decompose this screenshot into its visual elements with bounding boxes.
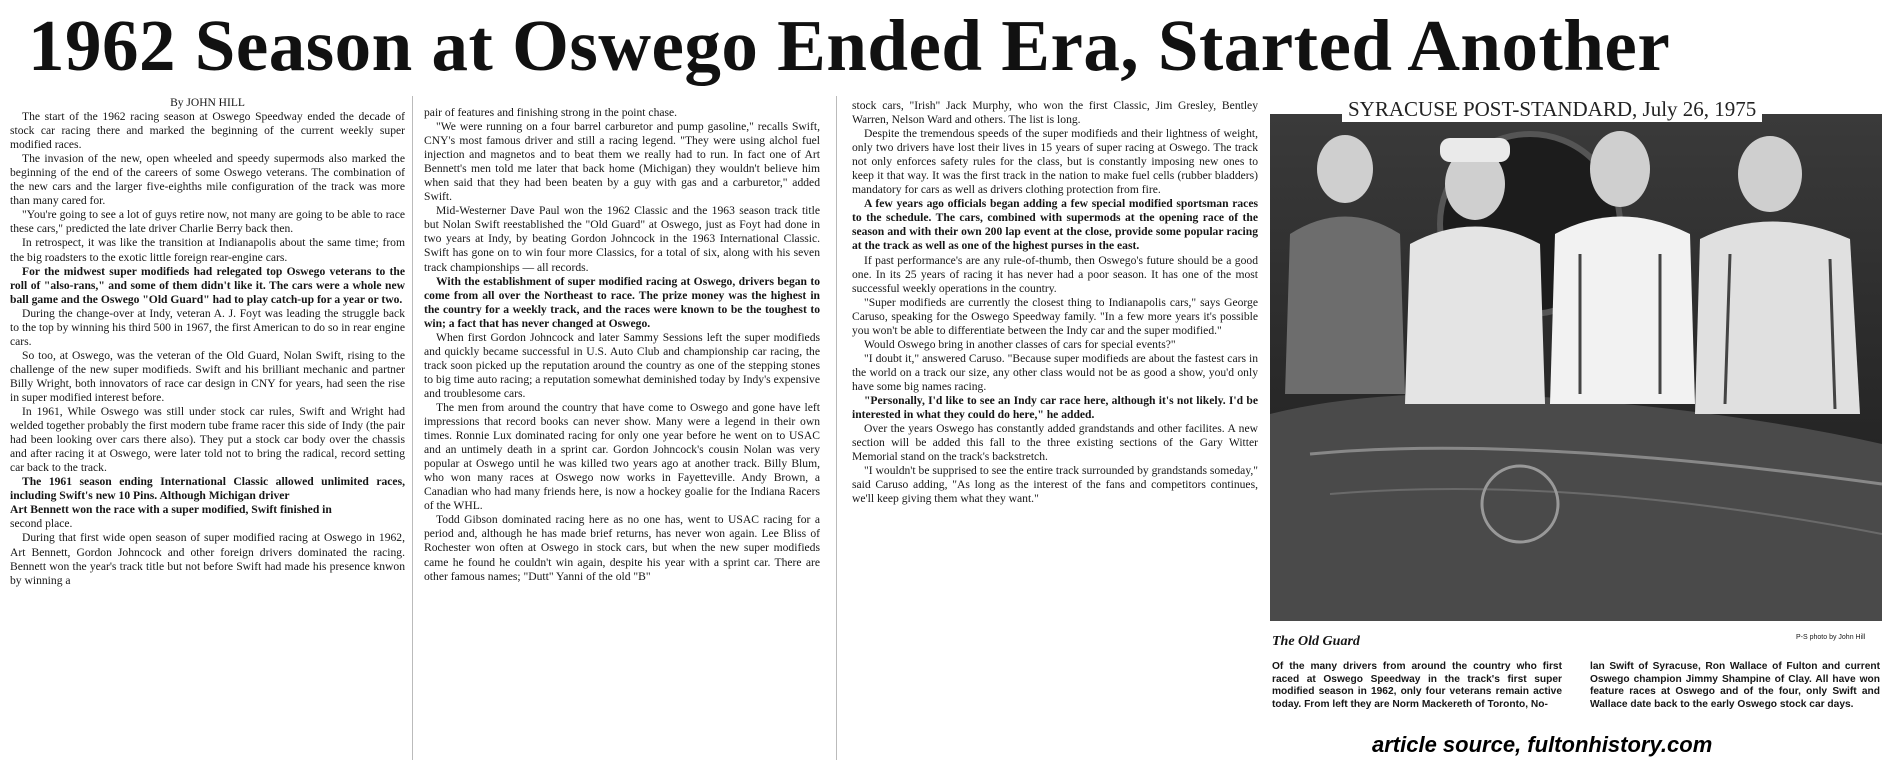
article-paragraph: "We were running on a four barrel carburetor and pump gasoline," recalls Swift, CNY's most famous driver and still a racing legend. "They were using alchol fuel injection and magnetos and to beat them we really had to run. In fact one of Art Bennett's men told me later that back home (Michigan) they wouldn't believe him when said that they had been beaten by a guy with gas and a carburetor," added Swift. — [424, 120, 820, 204]
photo-caption-left: Of the many drivers from around the country who first raced at Oswego Speedway in the track's first super modified season in 1962, only four veterans remain active today. From left they are Norm Mackereth of Toronto, No- — [1272, 661, 1562, 710]
article-paragraph: A few years ago officials began adding a few special modified sportsman races to the schedule. The cars, combined with supermods at the opening race of the season and with their own 200 lap event at the close, provide some popular racing at the track as well as one of the highest purses in the east. — [852, 197, 1258, 253]
article-paragraph: For the midwest super modifieds had relegated top Oswego veterans to the roll of "also-rans," and some of them didn't like it. The cars were a whole new ball game and the Oswego "Old Guard" had to play catch-up for a year or two. — [10, 264, 405, 306]
article-paragraph: "Super modifieds are currently the closest thing to Indianapolis cars," says George Caruso, speaking for the Oswego Speedway family. "In a few more years it's possible you won't be able to differentiate between the Indy car and the super modified." — [852, 295, 1258, 337]
article-paragraph: So too, at Oswego, was the veteran of the Old Guard, Nolan Swift, rising to the challenge of the new super modifieds. Swift and his brilliant mechanic and partner Billy Wright, both innovators of race car design in CNY for years, had seen the rise in super modified interest before. — [10, 348, 405, 404]
article-paragraph: "Personally, I'd like to see an Indy car race here, although it's not likely. I'd be interested in what they could do here," he added. — [852, 393, 1258, 422]
article-paragraph: Todd Gibson dominated racing here as no one has, went to USAC racing for a period and, although he has made brief returns, has never won again. Lee Bliss of Rochester won often at Oswego in stock cars, but when the new super modifieds came he found he couldn't win again, despite his year with a sprint car. There are other famous names; "Dutt" Yanni of the old "B" — [424, 513, 820, 583]
photo-caption-title: The Old Guard — [1272, 634, 1360, 649]
article-paragraph: "I doubt it," answered Caruso. "Because super modifieds are about the fastest cars in the world on a track our size, any other class would not be as good a show, you'd only have some big names racing. — [852, 351, 1258, 393]
photo-caption-right: lan Swift of Syracuse, Ron Wallace of Fulton and current Oswego champion Jimmy Shampine of Clay. All have won feature races at Oswego and of the four, only Swift and Wallace date back to the early Oswego stock car days. — [1590, 661, 1880, 710]
article-paragraph: Mid-Westerner Dave Paul won the 1962 Classic and the 1963 season track title but Nolan Swift reestablished the "Old Guard" at Oswego, just as Foyt had done in two years at Indy, by beating Gordon Johncock in the 1963 International Classic. Swift has gone on to win four more Classics, for a total of six, along with his seven track championships — all records. — [424, 204, 820, 274]
article-paragraph: "I wouldn't be supprised to see the entire track surrounded by grandstands someday," said Caruso adding, "As long as the interest of the fans and competitors continues, we'll keep giving them what they want." — [852, 464, 1258, 506]
article-paragraph: During that first wide open season of super modified racing at Oswego in 1962, Art Bennett, Gordon Johncock and other foreign drivers dominated the racing. Bennett won the year's track title but not before Swift had made his presence knwon by winning a — [10, 531, 405, 587]
article-paragraph: Over the years Oswego has constantly added grandstands and other facilites. A new section will be added this fall to the three existing sections of the Gary Witter Memorial stand on the track's backstretch. — [852, 422, 1258, 464]
article-paragraph: The 1961 season ending International Classic allowed unlimited races, including Swift's new 10 Pins. Although Michigan driver — [10, 475, 405, 503]
article-column-1 — [10, 96, 405, 761]
article-paragraph: When first Gordon Johncock and later Sammy Sessions left the super modifieds and quickly became successful in U.S. Auto Club and championship car racing, the track soon picked up the reputation around the country as one of the stepping stones to big time auto racing; a reputation somewhat deminished today by Indy's expensive and troublesome cars. — [424, 330, 820, 400]
article-paragraph: During the change-over at Indy, veteran A. J. Foyt was leading the struggle back to the top by winning his third 500 in 1967, the first American to do so in rear engine cars. — [10, 306, 405, 348]
article-column-2 — [424, 106, 820, 761]
source-date-label: SYRACUSE POST-STANDARD, July 26, 1975 — [1342, 96, 1762, 122]
column-divider — [412, 96, 413, 760]
byline: By JOHN HILL — [170, 97, 245, 109]
article-paragraph: Despite the tremendous speeds of the super modifieds and their lightness of weight, only two drivers have lost their lives in 15 years of super racing at Oswego. The track not only enforces safety rules for the class, but is constantly imposing new ones to keep it that way. It was the first track in the nation to make fuel cells (rubber bladders) mandatory for cars as well as drivers clothing protection from fire. — [852, 127, 1258, 197]
article-paragraph: "You're going to see a lot of guys retire now, not many are going to be able to race these cars," predicted the late driver Charlie Berry back then. — [10, 208, 405, 236]
article-paragraph: The men from around the country that have come to Oswego and gone have left impressions that record books can never show. Many were a legend in their own times. Ronnie Lux dominated racing for only one year before he went on to USAC and an untimely death in a sprint car. Gordon Johncock's cousin Nolan was very popular at Oswego until he was killed two years ago at another track. Billy Blum, who won many races at Oswego now works in Fayetteville. Andy Brown, a Canadian who had many friends here, is now a hockey goalie for the Indiana Racers of the WHL. — [424, 400, 820, 513]
drivers-photo — [1270, 114, 1882, 621]
drivers-photo-image — [1270, 114, 1882, 621]
headline: 1962 Season at Oswego Ended Era, Started Another — [28, 5, 1671, 86]
article-paragraph: Art Bennett won the race with a super modified, Swift finished in — [10, 503, 332, 517]
article-source-link[interactable]: article source, fultonhistory.com — [1372, 732, 1713, 757]
article-paragraph: pair of features and finishing strong in the point chase. — [424, 106, 678, 119]
article-paragraph: In 1961, While Oswego was still under stock car rules, Swift and Wright had welded together probably the first modern tube frame racer this side of Indy (the pair had been looking over cars there also). They put a stock car body over the chassis and after racing it at Oswego, were later told not to bring the radical, record setting car back to the track. — [10, 405, 405, 475]
article-paragraph: second place. — [10, 517, 73, 531]
article-column-3 — [852, 99, 1258, 761]
article-paragraph: stock cars, "Irish" Jack Murphy, who won the first Classic, Jim Gresley, Bentley Warren, Nelson Ward and others. The list is long. — [852, 99, 1258, 127]
photo-credit: P-S photo by John Hill — [1796, 634, 1866, 641]
article-paragraph: In retrospect, it was like the transition at Indianapolis about the same time; from the big roadsters to the exotic little foreign rear-engine cars. — [10, 236, 405, 264]
article-paragraph: If past performance's are any rule-of-thumb, then Oswego's future should be a good one. In its 25 years of racing it has never had a poor season. It has one of the most successful weekly operations in the country. — [852, 253, 1258, 295]
article-paragraph: The start of the 1962 racing season at Oswego Speedway ended the decade of stock car racing there and marked the beginning of the current weekly super modified races. — [10, 110, 405, 152]
article-paragraph: Would Oswego bring in another classes of cars for special events?" — [864, 337, 1176, 351]
article-paragraph: With the establishment of super modified racing at Oswego, drivers began to come from all over the Northeast to race. The prize money was the highest in the country for a weekly track, and the races were known to be the toughest to win; a fact that has never changed at Oswego. — [424, 274, 820, 330]
article-paragraph: The invasion of the new, open wheeled and speedy supermods also marked the beginning of the end of the careers of some Oswego veterans. The combination of the new cars and the larger five-eighths mile configuration of the track was more than many cared for. — [10, 152, 405, 208]
column-divider — [836, 96, 837, 760]
